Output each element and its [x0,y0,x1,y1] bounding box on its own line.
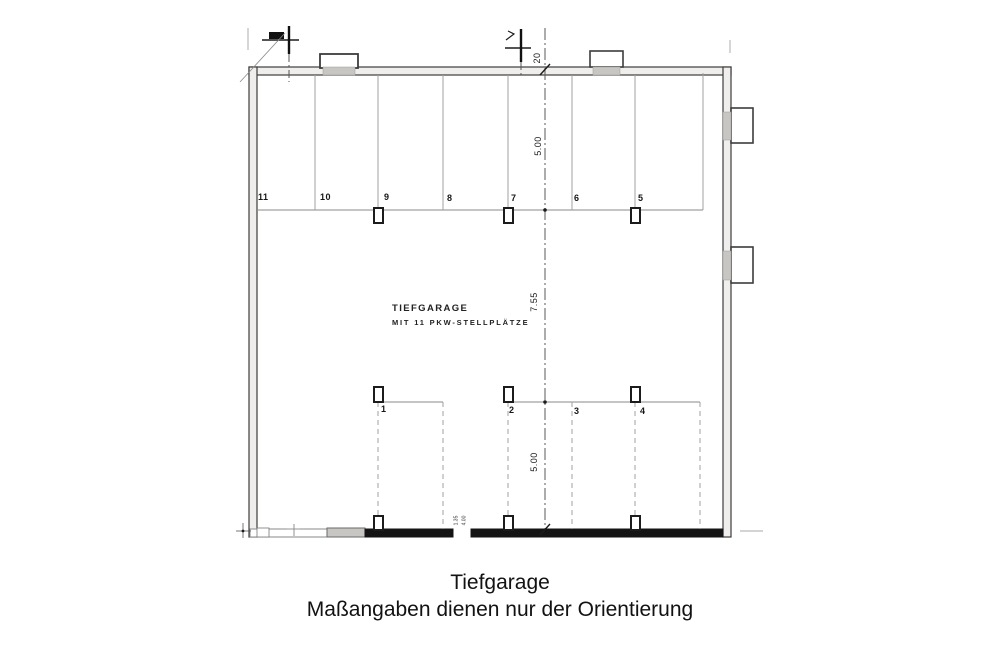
outer-walls [249,67,731,537]
column [631,208,640,223]
parking-space-number: 10 [320,192,332,202]
center-axis [540,28,550,535]
parking-space-number: 4 [640,406,646,416]
parking-space-number: 3 [574,406,580,416]
column [631,387,640,402]
column [631,516,640,530]
parking-space-number: 11 [258,192,269,202]
room-subtitle: MIT 11 PKW-STELLPLÄTZE [392,318,530,327]
column [504,208,513,223]
dimension-label-wall-offset: 20 [532,52,542,64]
room-title: TIEFGARAGE [392,303,469,314]
stair-box-right [590,51,623,67]
shaft-niche-upper-hatch [723,112,731,140]
column [374,387,383,402]
garage-gate [327,528,365,537]
stair-box-right-hatch [593,67,620,75]
shaft-niche-upper [731,108,753,143]
room-label [392,303,529,327]
column [504,387,513,402]
shaft-niche-lower-hatch [723,251,731,280]
section-flag [506,31,514,40]
column [374,516,383,530]
parking-space-number: 2 [509,405,515,415]
parking-space-number: 5 [638,193,644,203]
dimension-label-top-depth: 5.00 [533,136,543,156]
parking-space-number: 6 [574,193,580,203]
stair-box-left-hatch [323,67,355,75]
corner-detail [257,528,269,537]
parking-space-number: 8 [447,193,453,203]
dimension-label-gate-lower: 4.00 [461,515,468,526]
parking-space-number: 1 [381,404,387,414]
section-flag [269,32,284,39]
parking-space-number: 7 [511,193,517,203]
caption-title: Tiefgarage [450,571,550,594]
wall-left [249,67,257,537]
column [374,208,383,223]
dimension-dot [543,208,547,212]
stair-box-left [320,54,358,68]
caption-note: Maßangaben dienen nur der Orientierung [306,598,694,621]
tick-dot [242,530,245,533]
dimension-label-gate-upper: 1.35 [453,515,460,526]
dimension-label-aisle-depth: 7.55 [529,292,539,312]
parking-space-number: 9 [384,192,390,202]
shaft-niche-lower [731,247,753,283]
dimension-dot [543,400,547,404]
column [504,516,513,530]
dimension-label-bottom-depth: 5.00 [529,452,539,472]
